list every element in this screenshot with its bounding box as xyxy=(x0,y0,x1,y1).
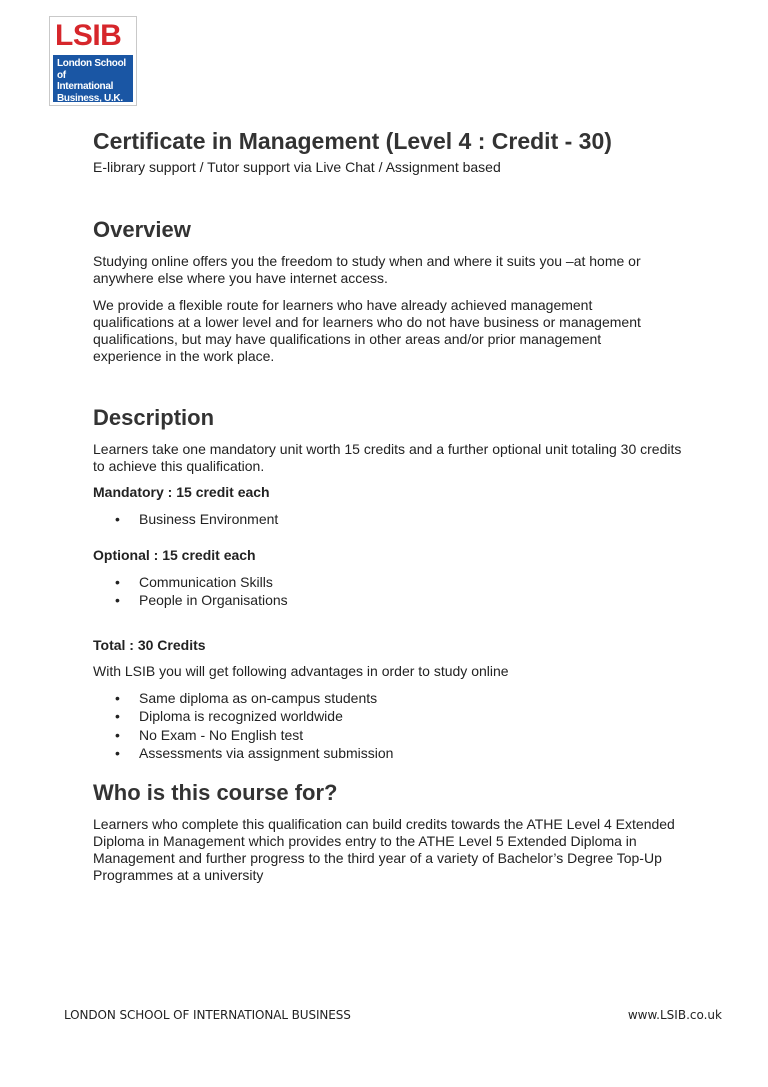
advantages-intro: With LSIB you will get following advantages in order to study online xyxy=(93,662,509,679)
overview-paragraph-2: We provide a flexible route for learners who have already achieved management qualifications at a lower level and for learners who do not have business or management qualifications, but may have qualifications in other areas and/or prior management experience in the work place. xyxy=(93,297,641,364)
list-item: • Assessments via assignment submission xyxy=(93,744,693,763)
logo-line: Business, U.K. xyxy=(57,92,123,104)
overview-heading: Overview xyxy=(93,217,191,242)
logo-wordmark: LSIB xyxy=(55,19,122,52)
advantages-list xyxy=(93,689,693,763)
overview-paragraph-1: Studying online offers you the freedom to study when and where it suits you –at home or anywhere else where you have internet access. xyxy=(93,253,641,286)
page-title: Certificate in Management (Level 4 : Credit - 30) xyxy=(93,128,612,154)
list-item: • Same diploma as on-campus students xyxy=(93,689,693,708)
logo-band xyxy=(53,55,133,102)
footer-school-name: LONDON SCHOOL OF INTERNATIONAL BUSINESS xyxy=(64,1008,351,1022)
list-item: • No Exam - No English test xyxy=(93,726,693,745)
footer-website-link[interactable]: www.LSIB.co.uk xyxy=(627,1008,722,1022)
lsib-logo xyxy=(49,16,137,106)
total-label: Total : 30 Credits xyxy=(93,636,206,653)
mandatory-list xyxy=(93,510,693,529)
logo-line: International xyxy=(57,81,114,92)
logo-line: London School of xyxy=(57,58,126,81)
list-item: • People in Organisations xyxy=(93,591,693,610)
document-body xyxy=(93,128,693,884)
page-subtitle: E-library support / Tutor support via Live Chat / Assignment based xyxy=(93,159,501,175)
who-paragraph: Learners who complete this qualification can build credits towards the ATHE Level 4 Extended Diploma in Management which provides entry to the ATHE Level 5 Extended Diploma in Management and further progress to the third year of a variety of Bachelor’s Degree Top-Up Programmes at a university xyxy=(93,815,675,883)
optional-label: Optional : 15 credit each xyxy=(93,546,256,563)
who-heading: Who is this course for? xyxy=(93,779,338,805)
description-intro: Learners take one mandatory unit worth 15 credits and a further optional unit totaling 30 credits to achieve this qualification. xyxy=(93,441,682,474)
list-item: • Diploma is recognized worldwide xyxy=(93,707,693,726)
description-heading: Description xyxy=(93,405,215,430)
optional-list xyxy=(93,573,693,610)
list-item: • Business Environment xyxy=(93,510,693,529)
mandatory-label: Mandatory : 15 credit each xyxy=(93,484,270,500)
list-item: • Communication Skills xyxy=(93,573,693,592)
